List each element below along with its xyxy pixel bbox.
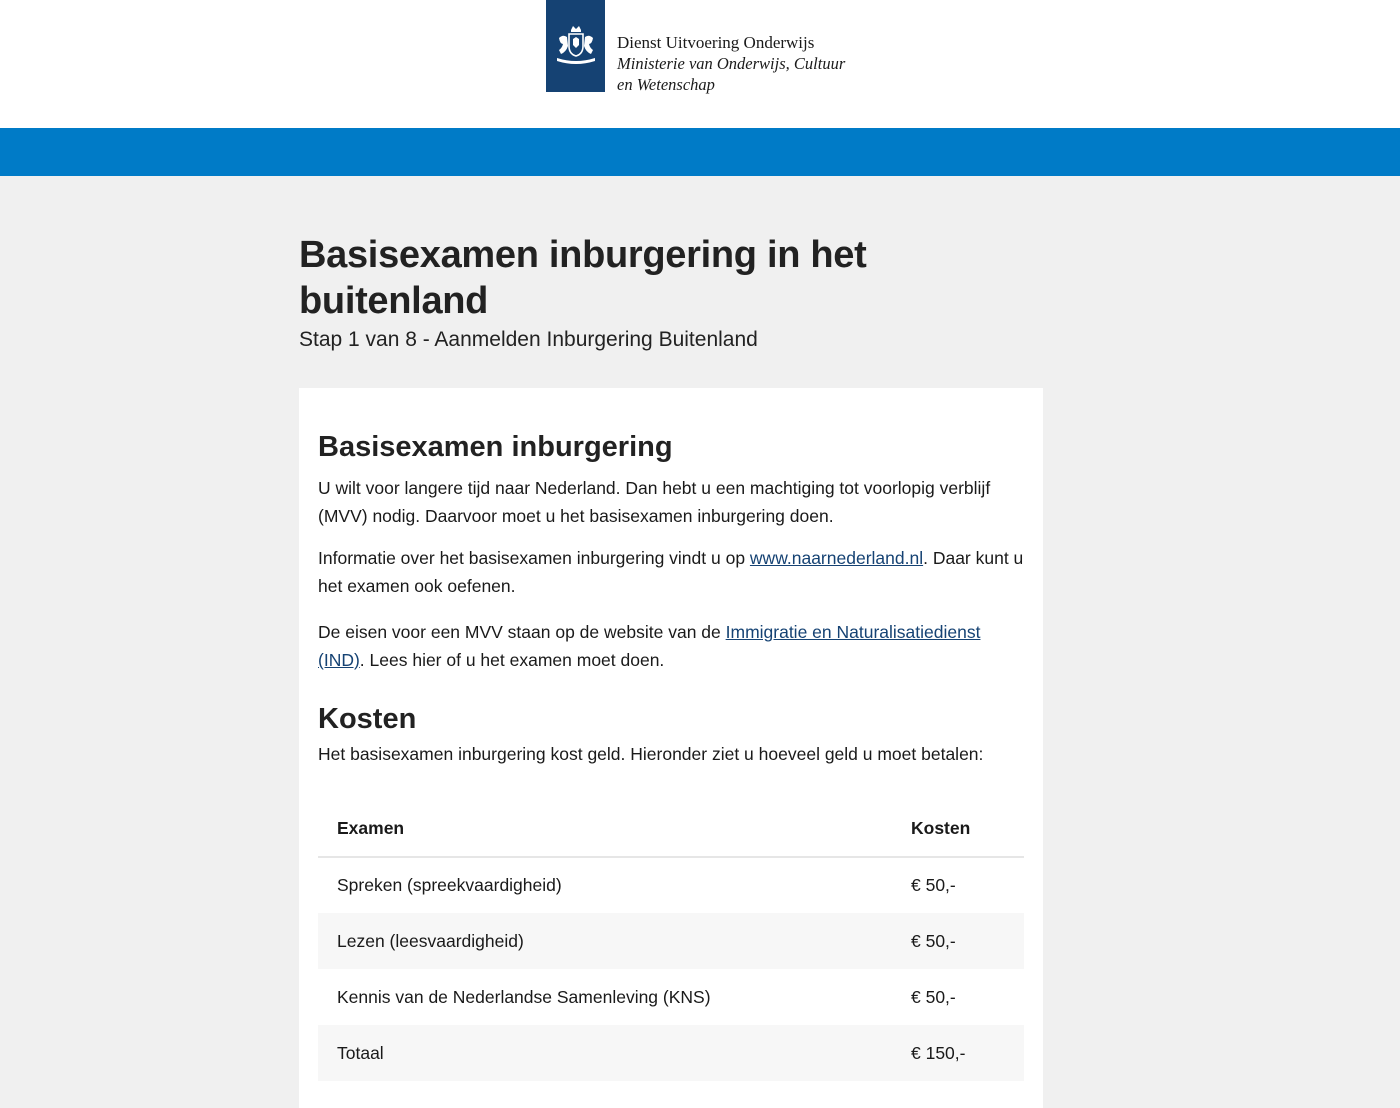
logo-text xyxy=(617,32,857,95)
ind-link[interactable]: Immigratie en Naturalisatiedienst (IND) xyxy=(318,622,981,670)
column-header-examen: Examen xyxy=(318,800,892,857)
exam-cell: Spreken (spreekvaardigheid) xyxy=(337,875,562,895)
costs-table xyxy=(318,800,1024,1081)
requirements-paragraph xyxy=(318,618,1024,674)
section-heading-kosten: Kosten xyxy=(318,703,417,735)
site-header xyxy=(0,0,1400,128)
ministry-name: Ministerie van Onderwijs, Cultuur en Wetenschap xyxy=(617,54,846,94)
rijkslogo-emblem-icon xyxy=(546,0,605,92)
requirements-text-after: . Lees hier of u het examen moet doen. xyxy=(359,650,665,670)
column-header-kosten: Kosten xyxy=(892,800,1024,857)
section-heading-basisexamen: Basisexamen inburgering xyxy=(318,431,673,463)
table-row-total xyxy=(318,1025,1024,1081)
table-row xyxy=(318,969,1024,1025)
exam-cell: Lezen (leesvaardigheid) xyxy=(318,913,892,969)
exam-cell: Kennis van de Nederlandse Samenleving (KNS) xyxy=(337,986,711,1007)
duo-logo[interactable] xyxy=(546,0,857,95)
naarnederland-link[interactable]: www.naarnederland.nl xyxy=(749,548,924,568)
total-label-cell: Totaal xyxy=(318,1025,892,1081)
total-cost-cell: € 150,- xyxy=(892,1025,1024,1081)
requirements-text-before: De eisen voor een MVV staan op de website van de xyxy=(318,622,726,642)
costs-intro: Het basisexamen inburgering kost geld. Hieronder ziet u hoeveel geld u moet betalen: xyxy=(318,744,984,764)
table-row xyxy=(318,913,1024,969)
info-text-before: Informatie over het basisexamen inburgering vindt u op xyxy=(318,548,750,568)
main-content xyxy=(299,232,1043,1108)
step-indicator: Stap 1 van 8 - Aanmelden Inburgering Buitenland xyxy=(299,328,758,351)
table-header-row xyxy=(318,800,1024,857)
content-card xyxy=(299,388,1043,1108)
org-name: Dienst Uitvoering Onderwijs xyxy=(617,33,815,52)
info-paragraph xyxy=(318,544,1024,600)
info-text-after: . Daar kunt u het examen ook oefenen. xyxy=(318,548,1024,596)
table-row xyxy=(318,857,1024,913)
header-bar xyxy=(0,128,1400,176)
intro-paragraph: U wilt voor langere tijd naar Nederland. Dan hebt u een machtiging tot voorlopig verblijf (MVV) nodig. Daarvoor moet u het basisexamen inburgering doen. xyxy=(318,478,991,526)
cost-cell: € 50,- xyxy=(911,986,956,1007)
page-title: Basisexamen inburgering in het buitenland xyxy=(299,234,867,322)
cost-cell: € 50,- xyxy=(892,913,1024,969)
cost-cell: € 50,- xyxy=(911,875,956,895)
